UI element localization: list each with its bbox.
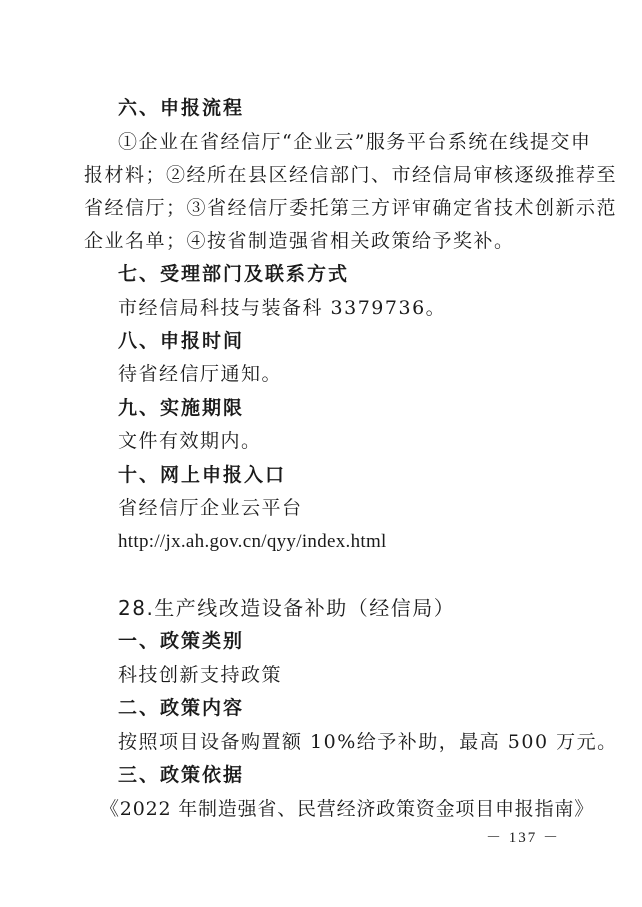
contact-text: 市经信局科技与装备科 3379736。 — [118, 297, 447, 319]
process-line-1: ①企业在省经信厅“企业云”服务平台系统在线提交申 — [118, 131, 592, 153]
heading-policy-basis: 三、政策依据 — [118, 764, 245, 786]
process-line-2: 报材料；②经所在县区经信部门、市经信局审核逐级推荐至 — [84, 164, 618, 186]
portal-url: http://jx.ah.gov.cn/qyy/index.html — [118, 531, 387, 552]
policy-category-text: 科技创新支持政策 — [118, 664, 283, 686]
page-number: － 137 － — [485, 830, 560, 846]
period-text: 文件有效期内。 — [118, 430, 262, 452]
heading-application-process: 六、申报流程 — [118, 97, 245, 119]
heading-application-time: 八、申报时间 — [118, 330, 245, 352]
heading-period: 九、实施期限 — [118, 397, 245, 419]
heading-policy-content: 二、政策内容 — [118, 697, 245, 719]
section-title: 28.生产线改造设备补助（经信局） — [118, 596, 456, 620]
heading-contact: 七、受理部门及联系方式 — [118, 263, 350, 285]
process-line-4: 企业名单；④按省制造强省相关政策给予奖补。 — [84, 230, 515, 252]
heading-online-portal: 十、网上申报入口 — [118, 464, 287, 486]
process-line-3: 省经信厅；③省经信厅委托第三方评审确定省技术创新示范 — [84, 197, 618, 219]
policy-basis-text: 《2022 年制造强省、民营经济政策资金项目申报指南》 — [100, 798, 594, 820]
portal-name: 省经信厅企业云平台 — [118, 497, 303, 519]
application-time-text: 待省经信厅通知。 — [118, 363, 283, 385]
policy-content-text: 按照项目设备购置额 10%给予补助，最高 500 万元。 — [118, 731, 618, 753]
heading-policy-category: 一、政策类别 — [118, 630, 245, 652]
